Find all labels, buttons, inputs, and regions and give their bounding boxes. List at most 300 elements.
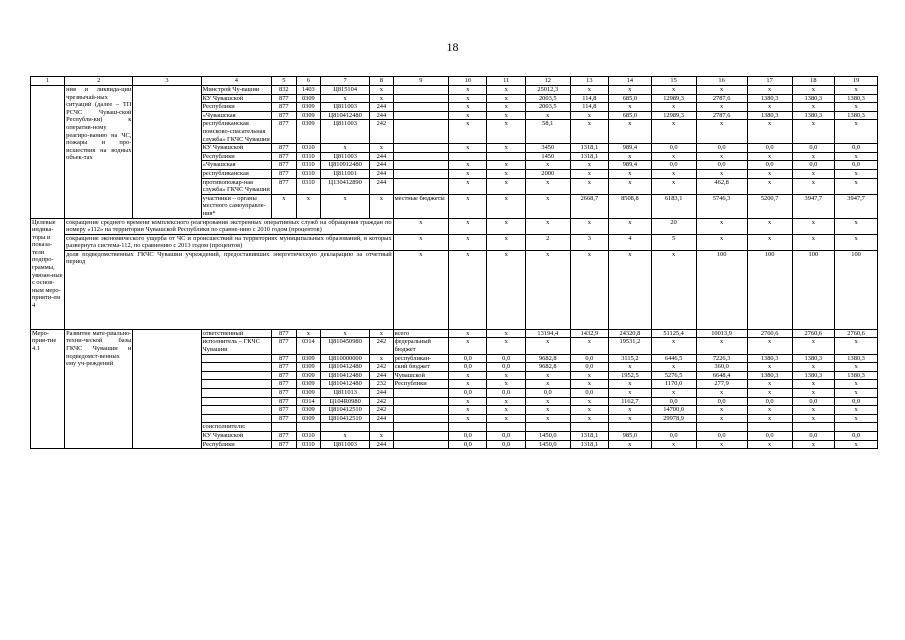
executor-cell: республиканская поисково-спасательная служба» ГКЧС Чувашии (202, 120, 270, 143)
executor-cell (201, 414, 271, 423)
cell-c11: x (487, 218, 525, 234)
cell-c15: x (651, 103, 696, 112)
cell-c19: x (835, 414, 878, 423)
cell-c16: x (696, 120, 747, 144)
cell-c17: x (747, 440, 792, 449)
cell-c11: x (487, 329, 525, 338)
header-cell: 11 (487, 77, 525, 86)
cell-c13: x (570, 414, 608, 423)
cell-c17: 100 (747, 250, 792, 329)
cell-c13: x (570, 250, 608, 329)
cell-c12: x (525, 371, 570, 380)
cell-c8: x (370, 94, 393, 103)
executor-cell (201, 371, 271, 380)
header-cell: 9 (393, 77, 448, 86)
cell-c7: Ц811003 (321, 440, 370, 449)
cell-c13: 1318,1 (570, 144, 608, 153)
cell-c15: 1170,0 (651, 380, 696, 389)
cell-c13: 1318,1 (570, 432, 608, 441)
cell-c19: x (835, 338, 878, 354)
cell-c8: x (370, 432, 393, 441)
cell-c15: x (651, 152, 696, 161)
cell-c5: 877 (272, 380, 297, 389)
cell-c12: x (525, 178, 570, 194)
cell-c15: x (651, 120, 696, 144)
cell-c17: x (747, 414, 792, 423)
cell-c10: x (449, 371, 487, 380)
cell-c16: x (696, 406, 747, 415)
cell-c15: 0,0 (651, 144, 696, 153)
cell-c15: x (651, 86, 696, 95)
cell-c16: 0,0 (696, 432, 747, 441)
cell-c5: 877 (272, 389, 297, 398)
header-cell: 15 (651, 77, 696, 86)
cell-c16: 10013,9 (696, 329, 747, 338)
cell-c14: x (609, 152, 652, 161)
cell-c11: x (487, 144, 525, 153)
cell-c18: x (792, 234, 835, 250)
indicator-text: сокращение среднего времени комплексного реагирования экстренных оперативных служб на обращения граждан по номеру «112» на территории Чувашской Республики по сравне-нию с 2010 годом (процентов) (66, 218, 392, 234)
cell-c12: 25012,3 (525, 86, 570, 95)
cell-c13: x (570, 218, 608, 234)
cell-c14: x (609, 169, 652, 178)
cell-c16: x (696, 414, 747, 423)
cell-c18: 1380,3 (792, 371, 835, 380)
executor-cell: «Чувашская (201, 161, 271, 170)
cell-c13: x (570, 338, 608, 354)
cell-c8: x (370, 329, 393, 338)
cell-c9 (393, 389, 448, 398)
cell-c10: 0,0 (449, 440, 487, 449)
executor-cell: ответственный (201, 329, 271, 338)
cell-c11: 0,0 (487, 363, 525, 372)
cell-c11: 0,0 (487, 389, 525, 398)
cell-c16 (696, 423, 747, 432)
cell-c15: 14700,0 (651, 406, 696, 415)
cell-c7: Ц811003 (321, 152, 370, 161)
cell-c19: x (835, 389, 878, 398)
cell-c6: 0310 (296, 178, 321, 194)
header-cell: 14 (609, 77, 652, 86)
cell-c11: x (487, 178, 525, 194)
cell-c14: 685,0 (609, 111, 652, 120)
cell-c14: 1952,5 (609, 371, 652, 380)
cell-c9 (393, 432, 448, 441)
cell-c11: x (487, 234, 525, 250)
cell-c19: x (835, 440, 878, 449)
cell-c13: x (570, 161, 608, 170)
cell-c18: 0,0 (792, 397, 835, 406)
cell-c6: 0309 (296, 120, 321, 144)
cell-c5: 877 (272, 371, 297, 380)
cell-c16: x (696, 440, 747, 449)
executor-cell: «Чувашская (201, 111, 271, 120)
cell-c18: 1380,3 (792, 111, 835, 120)
cell-c11: x (487, 194, 525, 218)
cell-c15: x (651, 178, 696, 194)
cell-c12: 3450 (525, 144, 570, 153)
cell-c9 (393, 169, 448, 178)
cell-c6: 1403 (296, 86, 321, 95)
cell-c10: x (449, 194, 487, 218)
cell-c13: x (570, 380, 608, 389)
executor-cell (201, 397, 271, 406)
cell-c13: x (570, 111, 608, 120)
cell-c14: 24320,8 (609, 329, 652, 338)
cell-c8: 244 (370, 389, 393, 398)
cell-c14: x (609, 250, 652, 329)
cell-c12: 58,1 (525, 120, 570, 144)
cell-c17: x (747, 103, 792, 112)
cell-c7: Ц810450980 (321, 338, 370, 354)
indicator-row (31, 218, 878, 234)
indicator-text: сокращение экономического ущерба от ЧС и происшествий на территориях муниципальных образований, в которых развернута система-112, по сравнению с 2013 годом (процентов) (66, 234, 392, 250)
cell-c19: 0,0 (835, 144, 878, 153)
cell-c9: федеральный бюджет (393, 338, 448, 354)
cell-c14: x (609, 389, 652, 398)
cell-c17: x (747, 363, 792, 372)
cell-c16: x (696, 103, 747, 112)
cell-c9 (393, 152, 448, 161)
cell-c17: 5200,7 (747, 194, 792, 218)
cell-c18: x (792, 152, 835, 161)
cell-c13: 114,8 (570, 103, 608, 112)
cell-c10: x (449, 234, 487, 250)
cell-c9: x (393, 218, 448, 234)
cell-c8: x (370, 194, 393, 218)
cell-c12: x (525, 250, 570, 329)
cell-c10: x (449, 94, 487, 103)
cell-c17: x (747, 169, 792, 178)
col1-empty (31, 86, 65, 219)
cell-c16: 7226,3 (696, 354, 747, 363)
cell-c10 (449, 423, 487, 432)
cell-c8: x (370, 144, 393, 153)
cell-c16: 100 (696, 250, 747, 329)
cell-c18: x (792, 86, 835, 95)
cell-c11: x (487, 371, 525, 380)
cell-c7: Ц104R0980 (321, 397, 370, 406)
cell-c13: 1318,1 (570, 152, 608, 161)
cell-c11: x (487, 250, 525, 329)
cell-c8: 242 (370, 338, 393, 354)
cell-c16: 360,0 (696, 363, 747, 372)
cell-c8: 244 (370, 103, 393, 112)
cell-c13: 0,0 (570, 363, 608, 372)
cell-c10: x (449, 218, 487, 234)
cell-c15: 0,0 (651, 432, 696, 441)
cell-c19: x (835, 234, 878, 250)
cell-c15: x (651, 338, 696, 354)
cell-c16: 2787,6 (696, 111, 747, 120)
measure-description: ния и ликвида-ции чрезвычай-ных ситуаций (далее – ТП РСЧС Чуваш-ской Республи-ки) к оператив-ному реагиро-ванию на ЧС, пожары и про-исшествия на водных объек-тах (65, 86, 133, 219)
cell-c7: Ц815104 (321, 86, 370, 95)
cell-c15: 20 (651, 218, 696, 234)
cell-c15: 5 (651, 234, 696, 250)
cell-c9 (393, 111, 448, 120)
cell-c12: x (525, 380, 570, 389)
cell-c11: 0,0 (487, 440, 525, 449)
cell-c19: x (835, 363, 878, 372)
cell-c17: 0,0 (747, 161, 792, 170)
cell-c18: x (792, 218, 835, 234)
cell-c9: местные бюджеты (393, 194, 448, 218)
cell-c14: 1162,7 (609, 397, 652, 406)
cell-c12: 13194,4 (525, 329, 570, 338)
cell-c19: 100 (835, 250, 878, 329)
header-cell: 8 (370, 77, 393, 86)
cell-c5 (272, 423, 297, 432)
cell-c16: x (696, 169, 747, 178)
header-cell: 17 (747, 77, 792, 86)
cell-c5: 877 (272, 152, 297, 161)
cell-c7: x (321, 94, 370, 103)
cell-c18: 1380,3 (792, 354, 835, 363)
cell-c12: 1450 (525, 152, 570, 161)
cell-c6: 0310 (296, 144, 321, 153)
cell-c12: 1450,0 (525, 440, 570, 449)
header-cell: 4 (201, 77, 271, 86)
cell-c15: 12989,3 (651, 111, 696, 120)
cell-c11: x (487, 103, 525, 112)
executor-cell: КУ Чувашской (201, 432, 271, 441)
cell-c6: 0309 (296, 406, 321, 415)
executor-cell: Республики (201, 440, 271, 449)
cell-c11: x (487, 406, 525, 415)
cell-c12: 0,0 (525, 389, 570, 398)
cell-c17: 1380,3 (747, 94, 792, 103)
cell-c8: x (370, 354, 393, 363)
cell-c10: x (449, 380, 487, 389)
cell-c13: x (570, 406, 608, 415)
cell-c12: 9682,8 (525, 363, 570, 372)
executor-cell: исполнитель – ГКЧС Чувашии (201, 338, 271, 354)
cell-c16: x (696, 152, 747, 161)
executor-cell: КУ Чувашской (201, 144, 271, 153)
cell-c15 (651, 423, 696, 432)
cell-c11: x (487, 120, 525, 144)
cell-c19: 0,0 (835, 397, 878, 406)
cell-c5: 877 (272, 406, 297, 415)
cell-c8 (370, 423, 393, 432)
executor-cell: КУ Чувашской (201, 94, 271, 103)
cell-c12: x (525, 161, 570, 170)
cell-c15: 0,0 (651, 397, 696, 406)
cell-c6: 0309 (296, 389, 321, 398)
cell-c16: 6648,4 (696, 371, 747, 380)
cell-c9 (393, 397, 448, 406)
cell-c7: Ц811003 (321, 103, 370, 112)
cell-c9 (393, 161, 448, 170)
cell-c5: 877 (272, 178, 297, 194)
cell-c17: x (747, 152, 792, 161)
cell-c14: x (609, 363, 652, 372)
cell-c19: 2760,6 (835, 329, 878, 338)
cell-c17: x (747, 338, 792, 354)
cell-c8: 244 (370, 178, 393, 194)
cell-c13 (570, 423, 608, 432)
cell-c7: Ц810412480 (321, 111, 370, 120)
cell-c14: x (609, 103, 652, 112)
cell-c10: x (449, 111, 487, 120)
cell-c9 (393, 86, 448, 95)
executor-cell: участники – органы местного самоуправле-ния* (201, 194, 271, 218)
cell-c5: 877 (272, 354, 297, 363)
cell-c6: 0309 (296, 354, 321, 363)
cell-c11: x (487, 380, 525, 389)
cell-c10: x (449, 414, 487, 423)
cell-c5: 877 (272, 338, 297, 354)
cell-c6: 0309 (296, 414, 321, 423)
table-row (31, 86, 878, 95)
cell-c18: x (792, 389, 835, 398)
cell-c17: 1380,3 (747, 111, 792, 120)
cell-c18: x (792, 178, 835, 194)
cell-c10: 0,0 (449, 354, 487, 363)
cell-c8: 244 (370, 440, 393, 449)
cell-c12: 9682,8 (525, 354, 570, 363)
cell-c5: 877 (272, 94, 297, 103)
cell-c14: x (609, 218, 652, 234)
cell-c16: x (696, 218, 747, 234)
cell-c18: 0,0 (792, 161, 835, 170)
cell-c13: 0,0 (570, 389, 608, 398)
cell-c18: 1380,3 (792, 94, 835, 103)
cell-c7: Ц811003 (321, 120, 370, 144)
cell-c7: Ц810412510 (321, 406, 370, 415)
cell-c13: 1318,1 (570, 440, 608, 449)
cell-c11: x (487, 414, 525, 423)
cell-c14: x (609, 86, 652, 95)
header-cell: 7 (321, 77, 370, 86)
cell-c18: 0,0 (792, 432, 835, 441)
executor-cell: соисполнители: (201, 423, 271, 432)
cell-c17: 0,0 (747, 144, 792, 153)
indicator-text: доля подведомственных ГКЧС Чувашии учреждений, предоставивших энергетическую декларацию за отчетный период (65, 250, 394, 329)
cell-c17: x (747, 389, 792, 398)
cell-c12: x (525, 406, 570, 415)
cell-c16: x (696, 234, 747, 250)
cell-c13: x (570, 397, 608, 406)
cell-c7: Ц810412480 (321, 363, 370, 372)
cell-c15: 12989,3 (651, 94, 696, 103)
cell-c15: x (651, 363, 696, 372)
cell-c16: 0,0 (696, 161, 747, 170)
header-cell: 16 (696, 77, 747, 86)
cell-c13: x (570, 178, 608, 194)
cell-c12: 2003,5 (525, 103, 570, 112)
cell-c6: 0310 (296, 169, 321, 178)
cell-c13: x (570, 169, 608, 178)
cell-c19: x (835, 120, 878, 144)
cell-c14: x (609, 414, 652, 423)
cell-c14: x (609, 120, 652, 144)
cell-c12 (525, 423, 570, 432)
cell-c15: x (651, 440, 696, 449)
cell-c16: 462,8 (696, 178, 747, 194)
cell-c10: x (449, 338, 487, 354)
cell-c17: x (747, 218, 792, 234)
header-cell: 18 (792, 77, 835, 86)
executor-cell: Республики (201, 152, 271, 161)
cell-c17: 2760,6 (747, 329, 792, 338)
cell-c7: x (321, 432, 370, 441)
cell-c9 (393, 414, 448, 423)
cell-c17: x (747, 120, 792, 144)
cell-c15: x (651, 169, 696, 178)
cell-c9 (393, 94, 448, 103)
cell-c14: 685,0 (609, 94, 652, 103)
cell-c17 (747, 423, 792, 432)
cell-c18: 2760,6 (792, 329, 835, 338)
cell-c18: x (792, 406, 835, 415)
cell-c9 (393, 406, 448, 415)
header-row (31, 77, 878, 86)
cell-c11: x (487, 111, 525, 120)
cell-c5: 877 (272, 397, 297, 406)
cell-c8: 242 (370, 120, 393, 144)
cell-c6: 0310 (296, 152, 321, 161)
executor-cell: Минстрой Чу-вашии (201, 86, 271, 95)
executor-cell: Республики (201, 103, 271, 112)
cell-c15: 0,0 (651, 161, 696, 170)
cell-c19: 0,0 (835, 161, 878, 170)
cell-c18 (792, 423, 835, 432)
cell-c5: 832 (272, 86, 297, 95)
cell-c10: 0,0 (449, 363, 487, 372)
cell-c12: 2003,5 (525, 94, 570, 103)
cell-c9 (393, 178, 448, 194)
cell-c6: 0309 (296, 103, 321, 112)
cell-c16: x (696, 338, 747, 354)
cell-c16: 5746,3 (696, 194, 747, 218)
header-cell: 2 (65, 77, 133, 86)
cell-c6 (296, 423, 321, 432)
cell-c10: x (449, 161, 487, 170)
cell-c7: Ц810912480 (321, 161, 370, 170)
cell-c9: Чувашской (393, 371, 448, 380)
cell-c7: Ц811013 (321, 389, 370, 398)
page-number: 18 (446, 40, 459, 54)
cell-c5: 877 (272, 440, 297, 449)
cell-c17: 0,0 (747, 397, 792, 406)
cell-c7: Ц810412510 (321, 414, 370, 423)
cell-c8: 244 (370, 169, 393, 178)
cell-c7: Ц811001 (321, 169, 370, 178)
cell-c10: x (449, 86, 487, 95)
cell-c11: x (487, 338, 525, 354)
cell-c6: x (296, 329, 321, 338)
cell-c7: Ц810000000 (321, 354, 370, 363)
cell-c14: 985,0 (609, 432, 652, 441)
cell-c11: x (487, 169, 525, 178)
cell-c15: x (651, 250, 696, 329)
cell-c14: 3115,2 (609, 354, 652, 363)
cell-c17: x (747, 380, 792, 389)
cell-c11: 0,0 (487, 432, 525, 441)
cell-c19: x (835, 406, 878, 415)
cell-c8: 244 (370, 371, 393, 380)
cell-c14: 8508,8 (609, 194, 652, 218)
cell-c19: 3947,7 (835, 194, 878, 218)
cell-c9 (393, 103, 448, 112)
cell-c19: 1380,3 (835, 94, 878, 103)
cell-c5: 877 (272, 169, 297, 178)
cell-c17: 1380,3 (747, 354, 792, 363)
cell-c18: x (792, 120, 835, 144)
cell-c12: 2 (525, 234, 570, 250)
cell-c17: 1380,3 (747, 371, 792, 380)
